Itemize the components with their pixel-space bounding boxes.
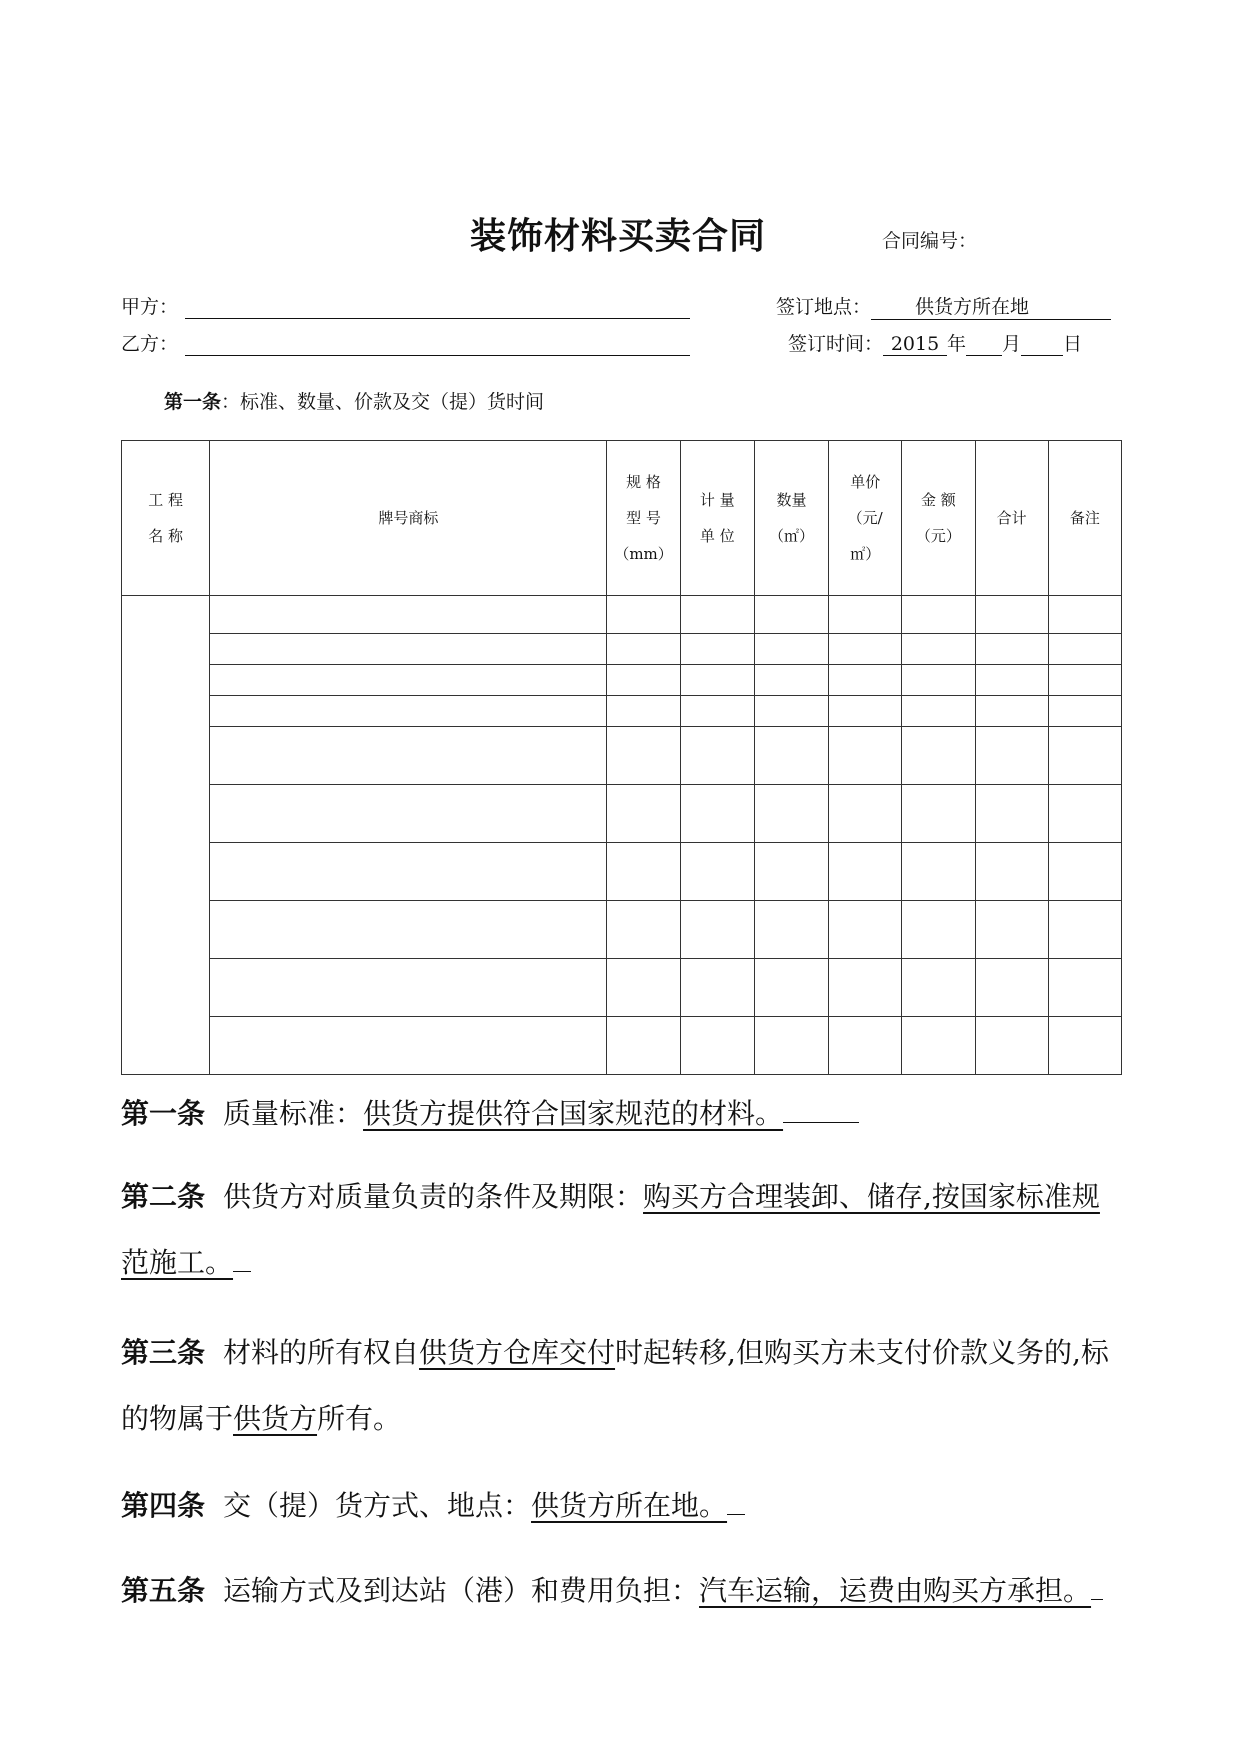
table-cell	[607, 596, 680, 634]
table-cell	[210, 665, 607, 696]
table-cell	[607, 696, 680, 727]
table-cell	[902, 596, 975, 634]
table-cell	[902, 696, 975, 727]
clause-1-fill-line	[783, 1094, 859, 1123]
sign-time-label: 签订时间：	[788, 333, 884, 355]
table-cell	[680, 696, 754, 727]
sign-place-value: 供货方所在地	[871, 292, 1111, 320]
table-cell	[607, 665, 680, 696]
table-cell	[829, 959, 902, 1017]
party-a-label: 甲方：	[121, 296, 179, 318]
table-cell	[680, 634, 754, 665]
header-unit-price: 单价 （元/ ㎡）	[829, 441, 902, 596]
table-cell	[829, 901, 902, 959]
clause-3-text-a: 材料的所有权自	[223, 1336, 420, 1369]
table-cell	[1048, 634, 1121, 665]
table-cell	[829, 1017, 902, 1075]
header-remark: 备注	[1048, 441, 1121, 596]
table-row	[122, 727, 1122, 785]
party-a-blank-line	[185, 318, 690, 319]
table-cell	[680, 901, 754, 959]
clause-2-text: 供货方对质量负责的条件及期限：	[223, 1180, 644, 1213]
table-cell	[754, 696, 828, 727]
materials-table	[121, 440, 1122, 1075]
clause-1	[121, 1080, 1124, 1148]
table-cell	[607, 785, 680, 843]
table-cell	[607, 843, 680, 901]
table-row	[122, 696, 1122, 727]
table-cell	[902, 901, 975, 959]
table-cell	[829, 665, 902, 696]
table-cell	[607, 727, 680, 785]
table-cell	[829, 843, 902, 901]
table-cell	[902, 665, 975, 696]
clause-5-fill-line	[1091, 1571, 1103, 1600]
table-row	[122, 785, 1122, 843]
clause-4-fill-line	[727, 1486, 745, 1515]
table-cell	[975, 785, 1048, 843]
table-cell	[210, 959, 607, 1017]
document-title: 装饰材料买卖合同	[470, 215, 767, 257]
table-row	[122, 1017, 1122, 1075]
clause-4	[121, 1472, 1124, 1540]
table-cell	[829, 785, 902, 843]
clause-4-label: 第四条	[121, 1489, 206, 1522]
clause-3-underlined-a: 供货方仓库交付	[419, 1336, 616, 1369]
project-name-cell	[122, 596, 210, 1075]
table-cell	[754, 596, 828, 634]
day-char: 日	[1063, 333, 1083, 355]
table-cell	[902, 959, 975, 1017]
table-row	[122, 596, 1122, 634]
table-row	[122, 959, 1122, 1017]
clause-3-text-c: 所有。	[317, 1402, 402, 1435]
table-cell	[210, 596, 607, 634]
clause-5-text: 运输方式及到达站（港）和费用负担：	[223, 1574, 700, 1607]
table-cell	[754, 665, 828, 696]
table-cell	[1048, 696, 1121, 727]
table-cell	[680, 596, 754, 634]
party-b-label: 乙方：	[121, 333, 179, 355]
table-cell	[607, 634, 680, 665]
table-cell	[902, 634, 975, 665]
table-header-row	[122, 441, 1122, 596]
table-cell	[975, 727, 1048, 785]
table-cell	[680, 665, 754, 696]
table-cell	[1048, 665, 1121, 696]
clause-3	[121, 1320, 1124, 1452]
sign-year: 2015	[883, 333, 947, 356]
clause-3-underlined-b: 供货方	[233, 1402, 318, 1435]
article1-text: ：标准、数量、价款及交（提）货时间	[221, 391, 545, 413]
table-cell	[902, 727, 975, 785]
clause-2-underlined: 购买方合理装卸、储存,按国家标准规范施工。	[121, 1180, 1100, 1279]
table-cell	[902, 843, 975, 901]
table-cell	[607, 959, 680, 1017]
clause-4-text: 交（提）货方式、地点：	[223, 1489, 532, 1522]
year-char: 年	[947, 333, 967, 355]
table-cell	[680, 785, 754, 843]
table-cell	[975, 959, 1048, 1017]
sign-place	[776, 292, 1111, 320]
table-cell	[1048, 785, 1121, 843]
contract-number-label: 合同编号：	[882, 230, 978, 252]
table-cell	[754, 785, 828, 843]
table-row	[122, 634, 1122, 665]
table-cell	[210, 696, 607, 727]
table-cell	[902, 1017, 975, 1075]
table-cell	[607, 1017, 680, 1075]
clause-5	[121, 1558, 1124, 1624]
table-cell	[680, 959, 754, 1017]
table-cell	[754, 843, 828, 901]
table-cell	[680, 843, 754, 901]
table-cell	[975, 1017, 1048, 1075]
party-a	[121, 292, 178, 319]
sign-place-label: 签订地点：	[776, 296, 872, 318]
table-cell	[754, 901, 828, 959]
table-cell	[210, 1017, 607, 1075]
clause-4-underlined: 供货方所在地。	[531, 1489, 728, 1522]
table-cell	[210, 843, 607, 901]
table-cell	[1048, 727, 1121, 785]
table-cell	[754, 727, 828, 785]
month-char: 月	[1002, 333, 1022, 355]
clause-1-text: 质量标准：	[223, 1097, 364, 1130]
clause-1-underlined: 供货方提供符合国家规范的材料。	[363, 1097, 784, 1130]
table-cell	[975, 901, 1048, 959]
header-brand: 牌号商标	[210, 441, 607, 596]
table-cell	[1048, 1017, 1121, 1075]
party-b	[121, 329, 178, 356]
header-amount: 金 额 （元）	[902, 441, 975, 596]
table-cell	[1048, 901, 1121, 959]
table-cell	[829, 634, 902, 665]
clause-5-underlined: 汽车运输，运费由购买方承担。	[699, 1574, 1092, 1607]
table-cell	[829, 696, 902, 727]
table-cell	[210, 785, 607, 843]
table-cell	[975, 634, 1048, 665]
table-row	[122, 843, 1122, 901]
header-spec: 规 格 型 号 （mm）	[607, 441, 680, 596]
table-row	[122, 665, 1122, 696]
table-cell	[975, 696, 1048, 727]
table-cell	[902, 785, 975, 843]
table-cell	[975, 843, 1048, 901]
table-cell	[607, 901, 680, 959]
clause-2-fill-line	[233, 1243, 251, 1272]
table-cell	[754, 959, 828, 1017]
header-quantity: 数量 （㎡）	[754, 441, 828, 596]
article1-label: 第一条	[164, 391, 222, 413]
header-project-name: 工 程 名 称	[122, 441, 210, 596]
table-cell	[210, 727, 607, 785]
sign-day-blank	[1021, 333, 1063, 356]
table-cell	[829, 596, 902, 634]
sign-month-blank	[966, 333, 1002, 356]
table-cell	[1048, 959, 1121, 1017]
sign-time	[788, 329, 1082, 356]
article1-heading	[164, 387, 544, 414]
header-unit: 计 量 单 位	[680, 441, 754, 596]
table-cell	[829, 727, 902, 785]
clause-5-label: 第五条	[121, 1574, 206, 1607]
clause-1-label: 第一条	[121, 1097, 206, 1130]
table-cell	[754, 1017, 828, 1075]
clause-3-text-b: 时起转移,但购买方未支付价款义务的,标的物属于	[121, 1336, 1109, 1435]
table-cell	[1048, 843, 1121, 901]
header-total: 合计	[975, 441, 1048, 596]
table-cell	[1048, 596, 1121, 634]
clause-2-label: 第二条	[121, 1180, 206, 1213]
table-cell	[975, 596, 1048, 634]
table-row	[122, 901, 1122, 959]
table-cell	[680, 727, 754, 785]
clause-3-label: 第三条	[121, 1336, 206, 1369]
table-cell	[210, 901, 607, 959]
clause-2	[121, 1164, 1124, 1296]
table-cell	[754, 634, 828, 665]
table-cell	[210, 634, 607, 665]
table-cell	[680, 1017, 754, 1075]
table-cell	[975, 665, 1048, 696]
party-b-blank-line	[185, 355, 690, 356]
